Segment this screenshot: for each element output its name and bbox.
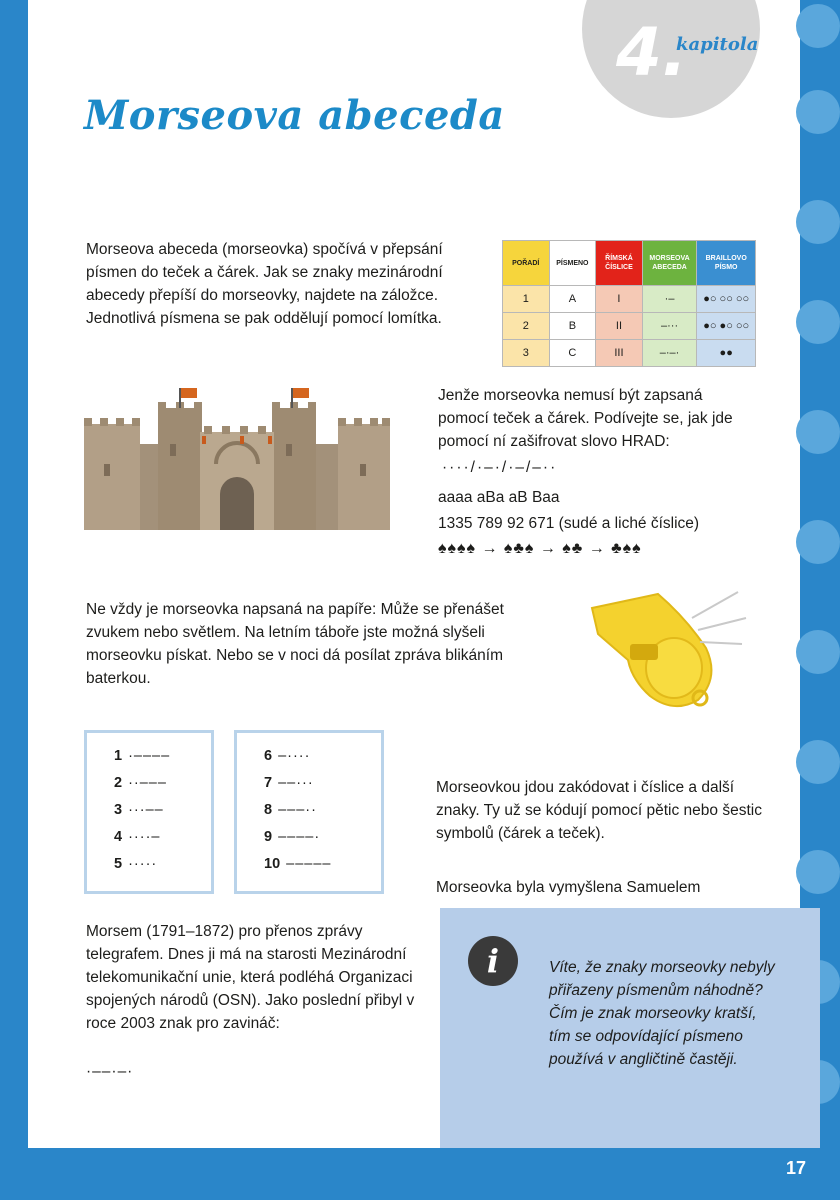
cell-roman: III bbox=[596, 340, 643, 367]
digit-code: 1 ·–––– bbox=[114, 748, 171, 764]
info-icon: i bbox=[468, 936, 518, 986]
intro-paragraph: Morseova abeceda (morseovka) spočívá v přepsání písmen do teček a čárek. Jak se znaky mezinárodní abecedy přepíší do morseovky, najdete na záložce. Jednotlivá písmena se pak oddělují pomocí lomítka. bbox=[86, 241, 443, 327]
alphabet-table bbox=[502, 240, 756, 359]
hrad-suits: ♠♠♠♠ → ♠♣♠ → ♠♣ → ♣♠♠ bbox=[438, 540, 642, 557]
th-letter: PÍSMENO bbox=[549, 241, 596, 286]
digit-code: 7 ––··· bbox=[264, 775, 314, 791]
cell-order: 3 bbox=[503, 340, 550, 367]
cell-braille: ●○ ●○ ○○ bbox=[697, 313, 756, 340]
digit-code: 8 –––·· bbox=[264, 802, 317, 818]
whistle-illustration bbox=[588, 588, 748, 712]
cell-letter: C bbox=[549, 340, 596, 367]
cell-roman: I bbox=[596, 286, 643, 313]
table-row bbox=[503, 286, 756, 313]
cell-letter: A bbox=[549, 286, 596, 313]
digit-code: 2 ··––– bbox=[114, 775, 167, 791]
cell-morse: –··· bbox=[642, 313, 697, 340]
chapter-label: kapitola bbox=[676, 34, 759, 55]
digit-code: 5 ····· bbox=[114, 856, 158, 872]
th-order: POŘADÍ bbox=[503, 241, 550, 286]
cell-morse: ·– bbox=[642, 286, 697, 313]
th-roman: ŘÍMSKÁ ČÍSLICE bbox=[596, 241, 643, 286]
sound-paragraph: Ne vždy je morseovka napsaná na papíře: Může se přenášet zvukem nebo světlem. Na letním táboře jste možná slyšeli morseovku pískat. Nebo se v noci dá posílat zpráva blikáním baterkou. bbox=[86, 601, 504, 687]
digits-note: Morseovkou jdou zakódovat i číslice a další znaky. Ty už se kódují pomocí pětic nebo šestic symbolů (čárek a teček). bbox=[436, 779, 762, 842]
hrad-intro: Jenže morseovka nemusí být zapsaná pomocí teček a čárek. Podívejte se, jak jde pomocí ní zašifrovat slovo HRAD: bbox=[438, 387, 733, 450]
hrad-digits: 1335 789 92 671 (sudé a liché číslice) bbox=[438, 515, 700, 532]
page-number: 17 bbox=[786, 1158, 807, 1178]
cell-roman: II bbox=[596, 313, 643, 340]
samuel-start: Morseovka byla vymyšlena Samuelem bbox=[436, 879, 701, 896]
table-row bbox=[503, 313, 756, 340]
page-title: Morseova abeceda bbox=[84, 92, 505, 139]
table-row bbox=[503, 340, 756, 367]
cell-morse: –·–· bbox=[642, 340, 697, 367]
digit-code: 9 ––––· bbox=[264, 829, 321, 845]
th-morse: MORSEOVA ABECEDA bbox=[642, 241, 697, 286]
cell-order: 1 bbox=[503, 286, 550, 313]
digit-code: 6 –···· bbox=[264, 748, 311, 764]
at-sign-code: ·––·–· bbox=[86, 1063, 134, 1080]
digit-code: 3 ···–– bbox=[114, 802, 164, 818]
cell-braille: ●● bbox=[697, 340, 756, 367]
th-braille: BRAILLOVO PÍSMO bbox=[697, 241, 756, 286]
castle-illustration bbox=[84, 384, 390, 530]
digit-code: 10 ––––– bbox=[264, 856, 332, 872]
hrad-morse: ····/·–·/·–/–·· bbox=[442, 459, 558, 476]
cell-braille: ●○ ○○ ○○ bbox=[697, 286, 756, 313]
cell-letter: B bbox=[549, 313, 596, 340]
hrad-letters: aaaa aBa aB Baa bbox=[438, 489, 560, 506]
cell-order: 2 bbox=[503, 313, 550, 340]
digit-code: 4 ····– bbox=[114, 829, 161, 845]
samuel-paragraph: Morsem (1791–1872) pro přenos zprávy telegrafem. Dnes ji má na starosti Mezinárodní telekomunikační unie, která podléhá Organizaci spojených národů (OSN). Jako poslední přibyl v roce 2003 znak pro zavináč: bbox=[86, 923, 415, 1032]
chapter-number: 4. bbox=[616, 14, 687, 91]
info-text: Víte, že znaky morseovky nebyly přiřazeny písmenům náhodně? Čím je znak morseovky kratší, tím se odpovídající písmeno používá v angličtině častěji. bbox=[549, 959, 775, 1068]
